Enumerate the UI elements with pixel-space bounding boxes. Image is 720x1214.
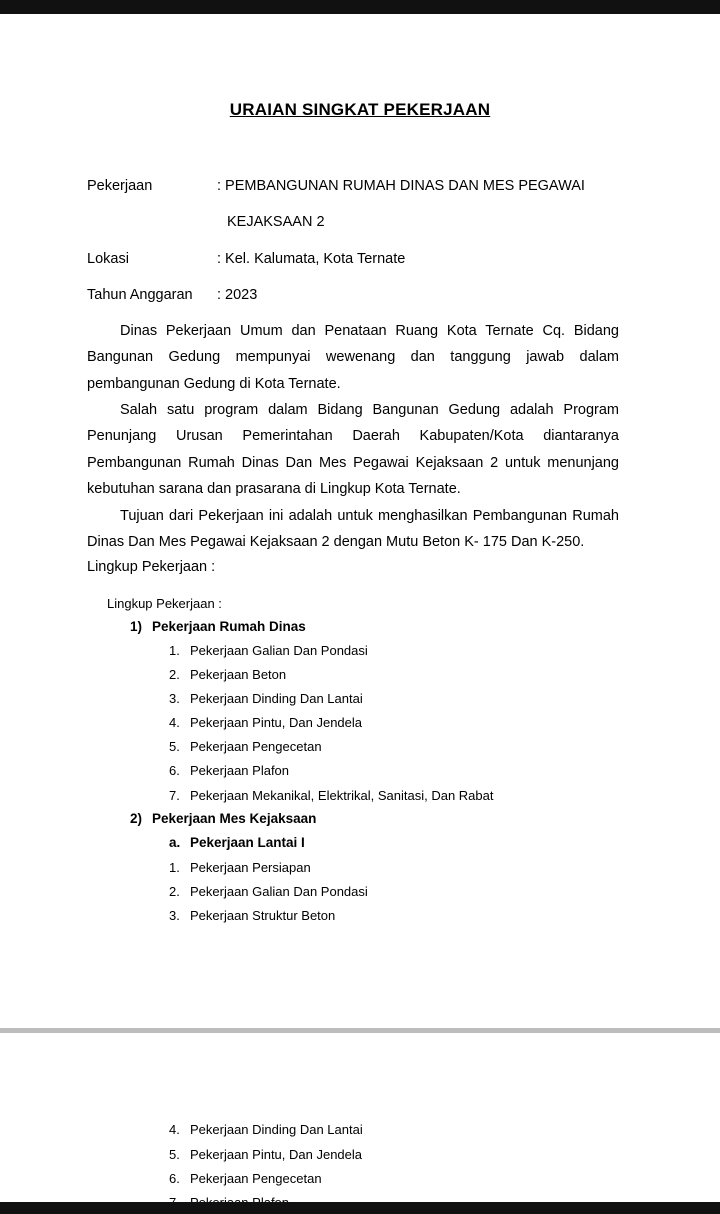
scope-heading: Lingkup Pekerjaan : bbox=[87, 559, 216, 575]
subsection-letter: a. bbox=[169, 835, 181, 850]
list-text: Pekerjaan Struktur Beton bbox=[190, 908, 336, 923]
list-item bbox=[169, 715, 362, 730]
list-item bbox=[169, 788, 493, 803]
list-number: 7. bbox=[169, 788, 180, 803]
top-edge-bar bbox=[0, 0, 720, 14]
list-text: Pekerjaan Galian Dan Pondasi bbox=[190, 884, 368, 899]
list-item bbox=[169, 667, 286, 682]
list-text: Pekerjaan Plafon bbox=[190, 763, 290, 778]
list-item bbox=[169, 643, 368, 658]
list-item bbox=[169, 1122, 363, 1137]
field-value: : 2023 bbox=[217, 287, 258, 303]
list-item bbox=[169, 763, 289, 778]
list-number: 4. bbox=[169, 1122, 180, 1137]
list-number: 2. bbox=[169, 667, 180, 682]
list-number: 2. bbox=[169, 884, 180, 899]
field-value-continued: KEJAKSAAN 2 bbox=[227, 214, 325, 230]
list-number: 5. bbox=[169, 1147, 180, 1162]
list-item bbox=[169, 908, 335, 923]
subsection-title: Pekerjaan Lantai I bbox=[190, 835, 305, 850]
list-item bbox=[169, 1147, 362, 1162]
list-item bbox=[169, 1171, 322, 1186]
list-item bbox=[169, 884, 368, 899]
list-item bbox=[169, 739, 322, 754]
list-item bbox=[169, 691, 363, 706]
list-number: 6. bbox=[169, 1171, 180, 1186]
list-text: Pekerjaan Mekanikal, Elektrikal, Sanitasi, Dan Rabat bbox=[190, 788, 494, 803]
list-text: Pekerjaan Beton bbox=[190, 667, 287, 682]
field-tahun-anggaran bbox=[87, 287, 257, 303]
field-value: : Kel. Kalumata, Kota Ternate bbox=[217, 251, 406, 267]
paragraph-1: Dinas Pekerjaan Umum dan Penataan Ruang Kota Ternate Cq. Bidang Bangunan Gedung mempunyai wewenang dan tanggung jawab dalam pembangunan Gedung di Kota Ternate. bbox=[87, 323, 619, 392]
list-text: Pekerjaan Pengecetan bbox=[190, 739, 322, 754]
subsection-heading bbox=[169, 835, 305, 850]
section-number: 2) bbox=[130, 811, 143, 826]
list-number: 1. bbox=[169, 643, 180, 658]
bottom-edge-bar bbox=[0, 1202, 720, 1214]
field-label: Tahun Anggaran bbox=[87, 287, 193, 303]
section-1-heading bbox=[130, 619, 306, 634]
field-label: Pekerjaan bbox=[87, 178, 153, 194]
paragraph-2: Salah satu program dalam Bidang Bangunan Gedung adalah Program Penunjang Urusan Pemerintahan Daerah Kabupaten/Kota diantaranya Pembangunan Rumah Dinas Dan Mes Pegawai Kejaksaan 2 untuk menunjang kebutuhan sarana dan prasarana di Lingkup Kota Ternate. bbox=[87, 402, 619, 497]
field-value: : PEMBANGUNAN RUMAH DINAS DAN MES PEGAWAI bbox=[217, 178, 585, 194]
list-text: Pekerjaan Pintu, Dan Jendela bbox=[190, 1147, 363, 1162]
section-title: Pekerjaan Rumah Dinas bbox=[152, 619, 306, 634]
list-text: Pekerjaan Pengecetan bbox=[190, 1171, 322, 1186]
list-text: Pekerjaan Dinding Dan Lantai bbox=[190, 691, 363, 706]
list-number: 6. bbox=[169, 763, 180, 778]
field-lokasi bbox=[87, 251, 405, 267]
list-number: 1. bbox=[169, 860, 180, 875]
paragraph-3: Tujuan dari Pekerjaan ini adalah untuk menghasilkan Pembangunan Rumah Dinas Dan Mes Pegawai Kejaksaan 2 dengan Mutu Beton K- 175 Dan K-250. bbox=[87, 508, 619, 551]
document-title: URAIAN SINGKAT PEKERJAAN bbox=[229, 100, 491, 119]
field-label: Lokasi bbox=[87, 251, 129, 267]
list-number: 4. bbox=[169, 715, 180, 730]
field-pekerjaan bbox=[87, 178, 585, 194]
list-text: Pekerjaan Dinding Dan Lantai bbox=[190, 1122, 363, 1137]
list-text: Pekerjaan Persiapan bbox=[190, 860, 311, 875]
page-break-divider[interactable] bbox=[0, 1028, 720, 1033]
scope-heading-small: Lingkup Pekerjaan : bbox=[107, 596, 222, 611]
list-number: 3. bbox=[169, 908, 180, 923]
section-title: Pekerjaan Mes Kejaksaan bbox=[152, 811, 317, 826]
list-item bbox=[169, 860, 311, 875]
list-text: Pekerjaan Galian Dan Pondasi bbox=[190, 643, 368, 658]
list-text: Pekerjaan Pintu, Dan Jendela bbox=[190, 715, 363, 730]
list-number: 3. bbox=[169, 691, 180, 706]
section-2-heading bbox=[130, 811, 316, 826]
section-number: 1) bbox=[130, 619, 143, 634]
list-number: 5. bbox=[169, 739, 180, 754]
